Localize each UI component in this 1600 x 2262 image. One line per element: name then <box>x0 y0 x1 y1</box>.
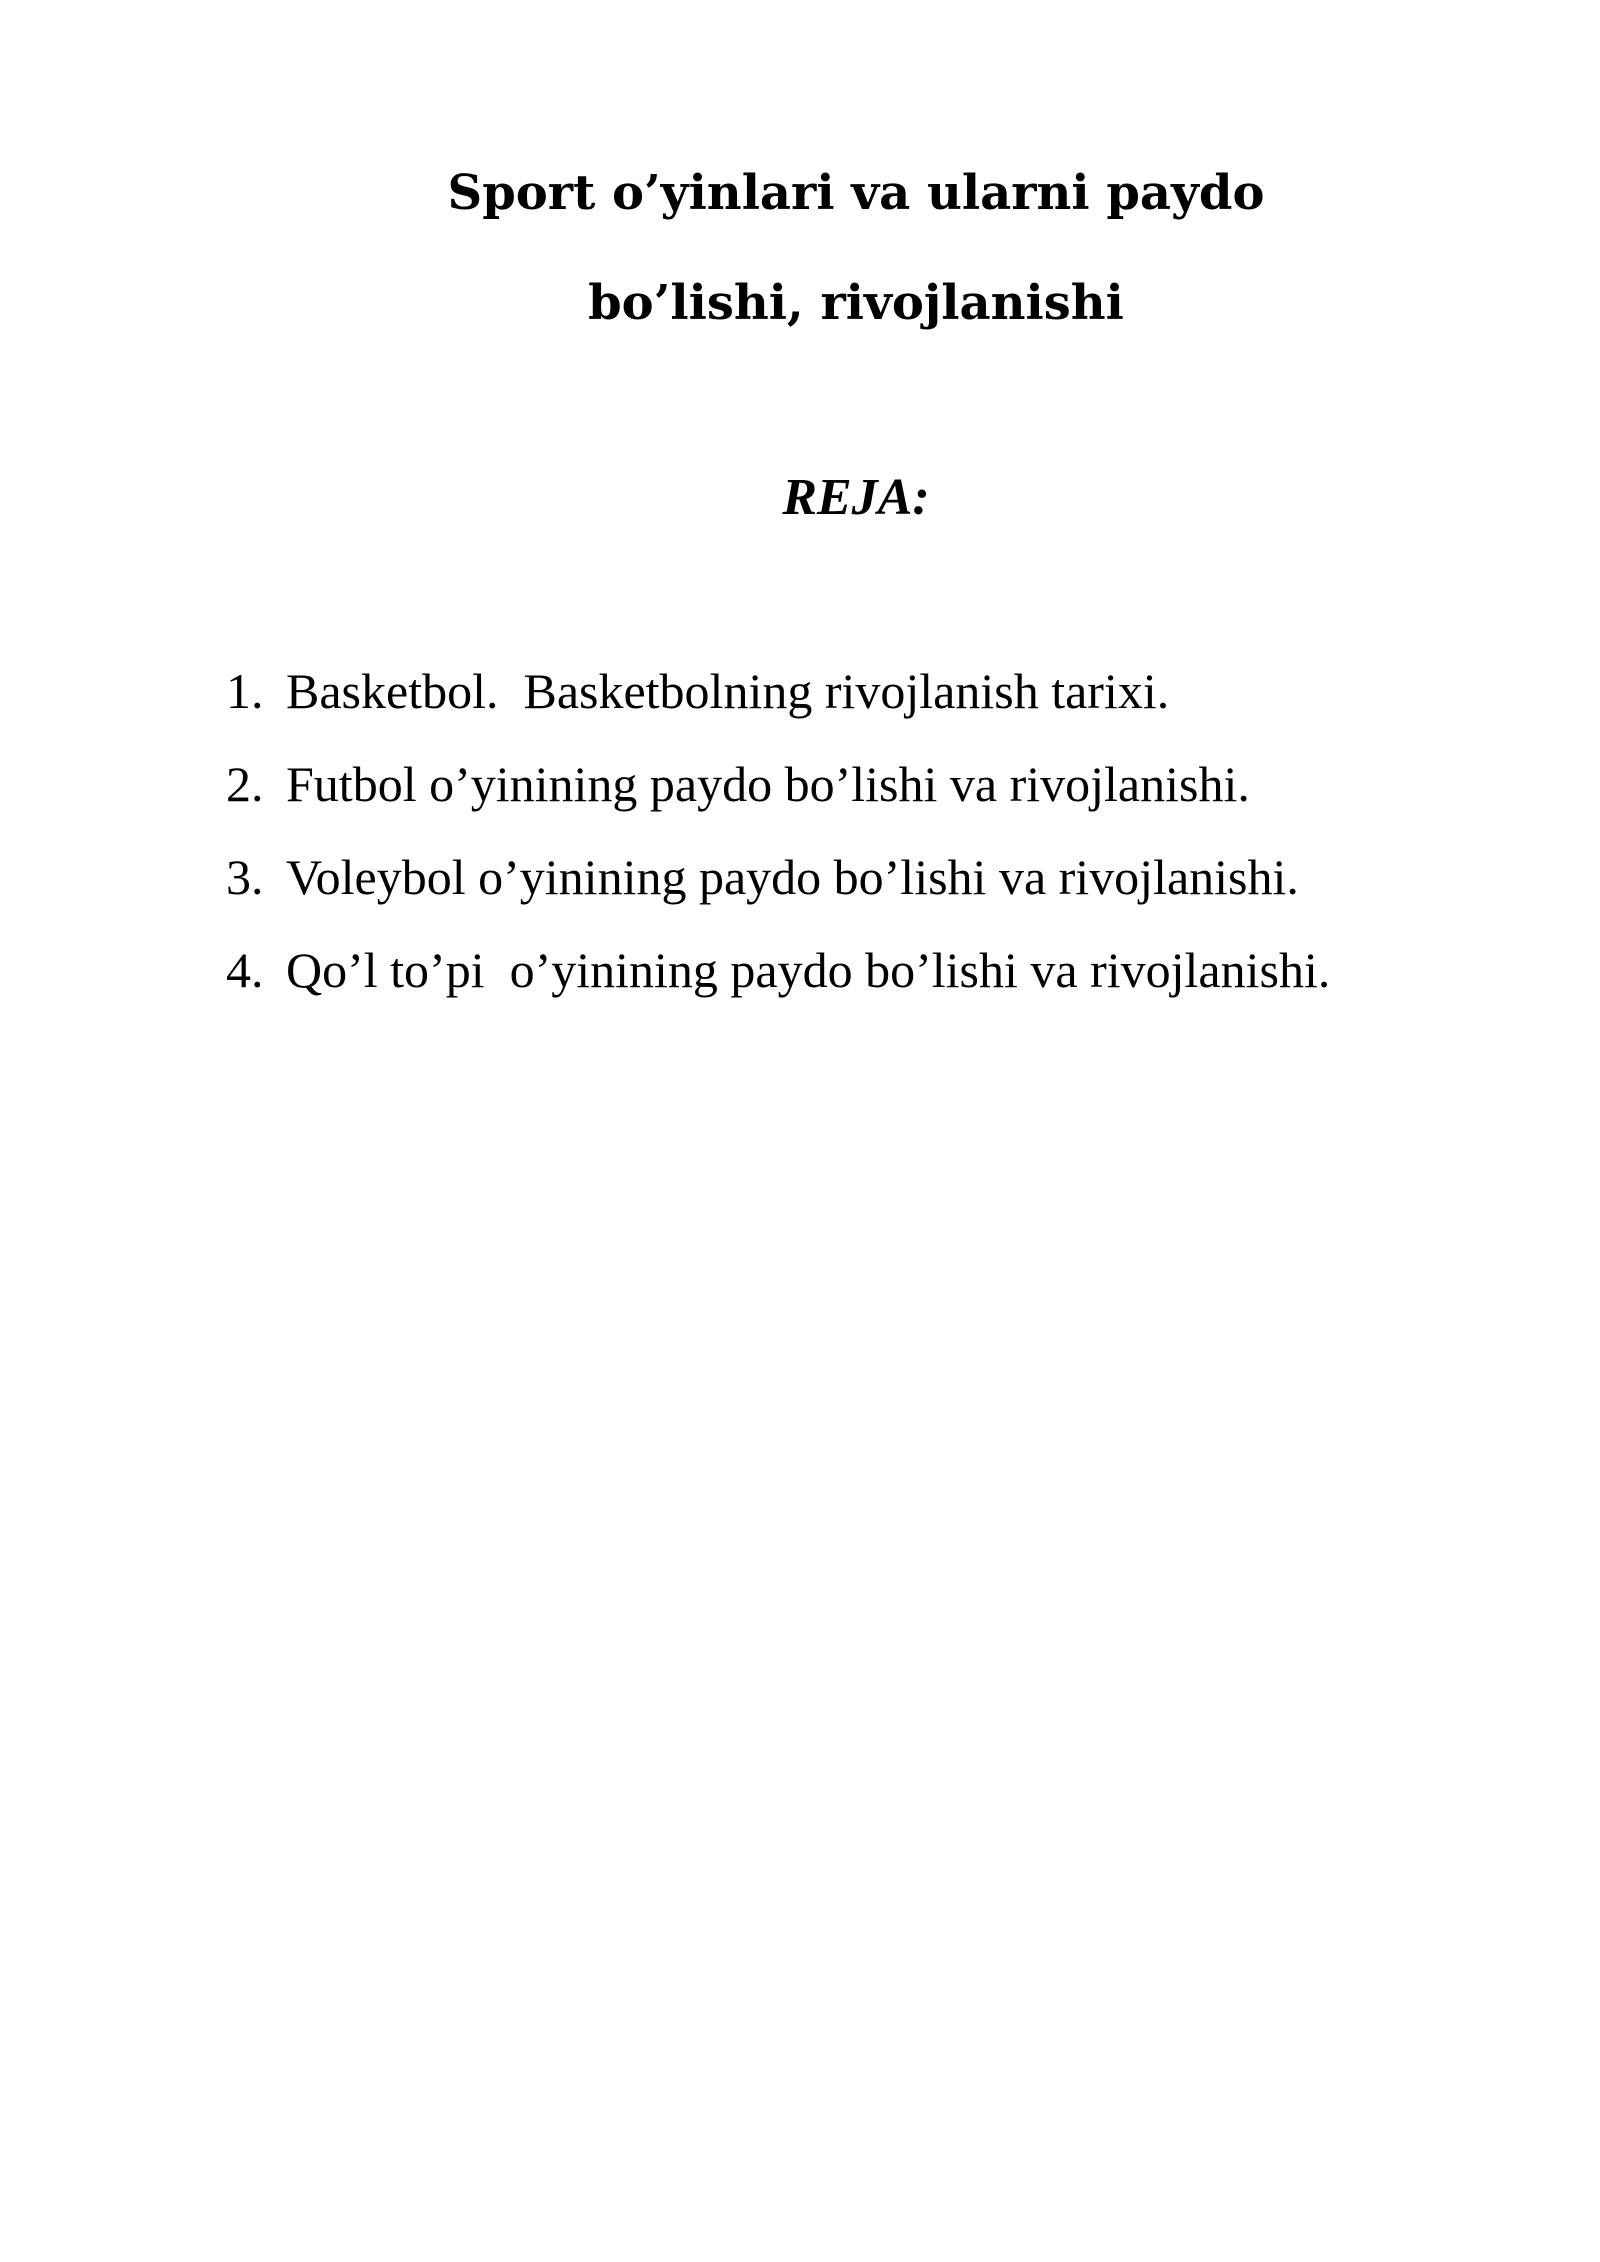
plan-item-number: 4. <box>226 942 264 998</box>
title-line-1: Sport o’yinlari va ularni paydo <box>447 165 1265 221</box>
plan-item-text: Futbol o’yinining paydo bo’lishi va rivojlanishi. <box>286 756 1250 812</box>
plan-item-1 <box>226 645 1330 738</box>
plan-item-text: Qo’l to’pi o’yinining paydo bo’lishi va rivojlanishi. <box>286 942 1331 998</box>
plan-item-text: Voleybol o’yinining paydo bo’lishi va rivojlanishi. <box>286 849 1299 905</box>
plan-item-number: 3. <box>226 849 264 905</box>
plan-heading: REJA: <box>782 469 930 526</box>
plan-item-3 <box>226 831 1330 924</box>
plan-item-4 <box>226 924 1330 1017</box>
plan-item-number: 2. <box>226 756 264 812</box>
title-line-2: bo’lishi, rivojlanishi <box>588 275 1124 331</box>
plan-item-number: 1. <box>226 663 264 719</box>
plan-item-2 <box>226 738 1330 831</box>
document-title <box>0 138 1600 358</box>
plan-item-text: Basketbol. Basketbolning rivojlanish tarixi. <box>286 663 1170 719</box>
plan-list <box>226 645 1330 1017</box>
